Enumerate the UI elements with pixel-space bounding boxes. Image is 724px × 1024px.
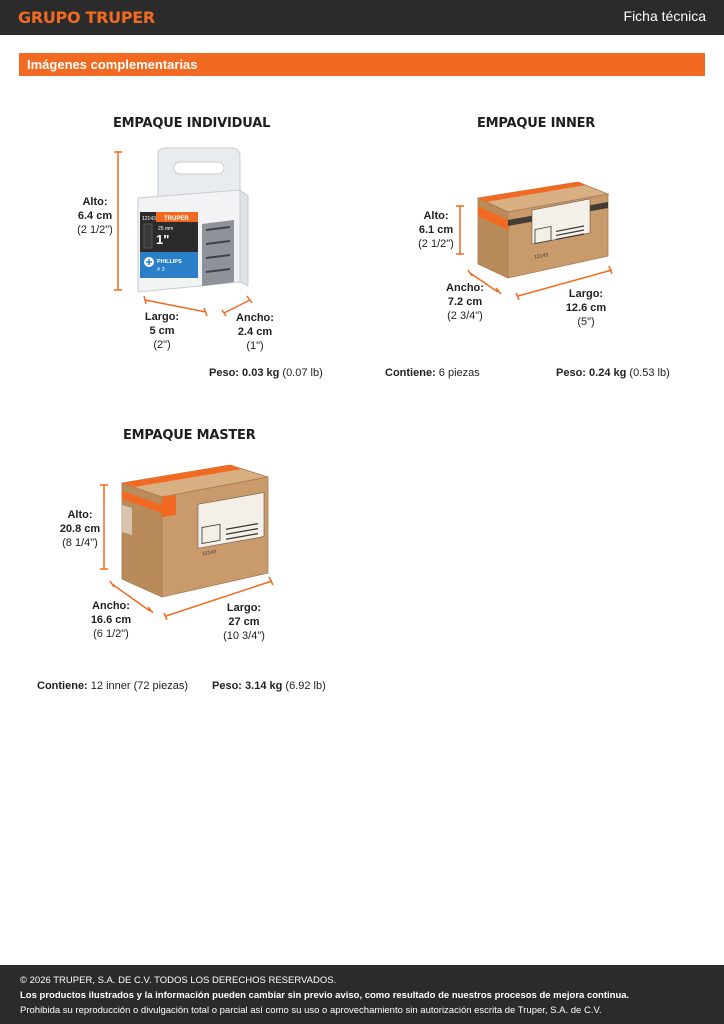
alto-metric: 6.1 cm xyxy=(418,224,454,236)
individual-peso xyxy=(209,367,323,379)
ancho-imperial: (2 3/4") xyxy=(447,310,483,322)
pack-brand-text: TRUPER xyxy=(164,216,189,222)
footer-notice: Los productos ilustrados y la información pueden cambiar sin previo aviso, como resultado de nuestros procesos de mejora continua. xyxy=(20,990,630,1001)
ancho-metric: 16.6 cm xyxy=(90,614,132,626)
inner-box-code: 12143 xyxy=(534,252,548,261)
peso-metric: 3.14 kg xyxy=(245,680,283,692)
master-largo xyxy=(214,601,274,643)
individual-ancho xyxy=(226,311,284,353)
top-bar xyxy=(0,0,724,35)
contiene-label: Contiene: xyxy=(385,367,436,379)
alto-imperial: (2 1/2") xyxy=(77,224,113,236)
ancho-metric: 7.2 cm xyxy=(447,296,483,308)
master-alto xyxy=(54,508,106,550)
master-peso xyxy=(212,680,326,692)
pack-big-text: 1" xyxy=(156,232,170,247)
pack-type-text: PHILLIPS xyxy=(157,259,182,265)
ancho-label: Ancho: xyxy=(92,600,130,612)
largo-imperial: (5") xyxy=(577,316,595,328)
contiene-value: 12 inner (72 piezas) xyxy=(90,680,189,692)
master-box-illustration xyxy=(80,455,290,620)
individual-heading: EMPAQUE INDIVIDUAL xyxy=(113,116,271,131)
peso-label: Peso: xyxy=(209,367,239,379)
peso-label: Peso: xyxy=(212,680,242,692)
largo-label: Largo: xyxy=(568,288,604,300)
alto-imperial: (2 1/2") xyxy=(418,238,454,250)
ancho-label: Ancho: xyxy=(446,282,484,294)
pack-num-text: # 3 xyxy=(157,267,165,273)
inner-contiene xyxy=(385,367,480,379)
contiene-label: Contiene: xyxy=(37,680,88,692)
pack-size-text: 25 mm xyxy=(158,226,174,232)
brand-logo: GRUPO TRUPER xyxy=(18,8,155,27)
ancho-metric: 2.4 cm xyxy=(237,326,273,338)
footer xyxy=(0,965,724,1024)
alto-label: Alto: xyxy=(423,210,449,222)
pack-code-text: 12143 xyxy=(142,216,156,222)
inner-peso xyxy=(556,367,670,379)
individual-largo xyxy=(134,310,190,352)
peso-imperial: (0.53 lb) xyxy=(629,367,670,379)
inner-ancho xyxy=(438,281,492,323)
largo-imperial: (2") xyxy=(153,339,171,351)
individual-alto xyxy=(66,195,124,237)
alto-label: Alto: xyxy=(67,509,93,521)
peso-metric: 0.24 kg xyxy=(589,367,627,379)
section-title: Imágenes complementarias xyxy=(27,57,198,72)
largo-metric: 27 cm xyxy=(228,616,260,628)
master-box-code: 12143 xyxy=(202,549,216,558)
largo-label: Largo: xyxy=(144,311,180,323)
largo-label: Largo: xyxy=(226,602,262,614)
footer-prohibition: Prohibida su reproducción o divulgación total o parcial así como su uso o aprovechamiento sin autorización escrita de Truper, S.A. de C.V. xyxy=(20,1005,602,1016)
alto-metric: 6.4 cm xyxy=(77,210,113,222)
master-heading: EMPAQUE MASTER xyxy=(123,428,256,443)
ancho-imperial: (6 1/2") xyxy=(93,628,129,640)
peso-metric: 0.03 kg xyxy=(242,367,280,379)
alto-label: Alto: xyxy=(82,196,108,208)
footer-copyright: © 2026 TRUPER, S.A. DE C.V. TODOS LOS DERECHOS RESERVADOS. xyxy=(20,975,337,986)
contiene-value: 6 piezas xyxy=(438,367,480,379)
peso-imperial: (6.92 lb) xyxy=(285,680,326,692)
inner-heading: EMPAQUE INNER xyxy=(477,116,596,131)
alto-imperial: (8 1/4") xyxy=(62,537,98,549)
peso-label: Peso: xyxy=(556,367,586,379)
largo-metric: 5 cm xyxy=(149,325,175,337)
largo-metric: 12.6 cm xyxy=(565,302,607,314)
inner-largo xyxy=(558,287,614,329)
master-ancho xyxy=(82,599,140,641)
page-title: Ficha técnica xyxy=(623,8,706,24)
ancho-imperial: (1") xyxy=(246,340,264,352)
ancho-label: Ancho: xyxy=(236,312,274,324)
peso-imperial: (0.07 lb) xyxy=(282,367,323,379)
inner-alto xyxy=(412,209,460,251)
section-header xyxy=(19,53,705,76)
alto-metric: 20.8 cm xyxy=(59,523,101,535)
master-contiene xyxy=(37,680,188,692)
largo-imperial: (10 3/4") xyxy=(223,630,265,642)
